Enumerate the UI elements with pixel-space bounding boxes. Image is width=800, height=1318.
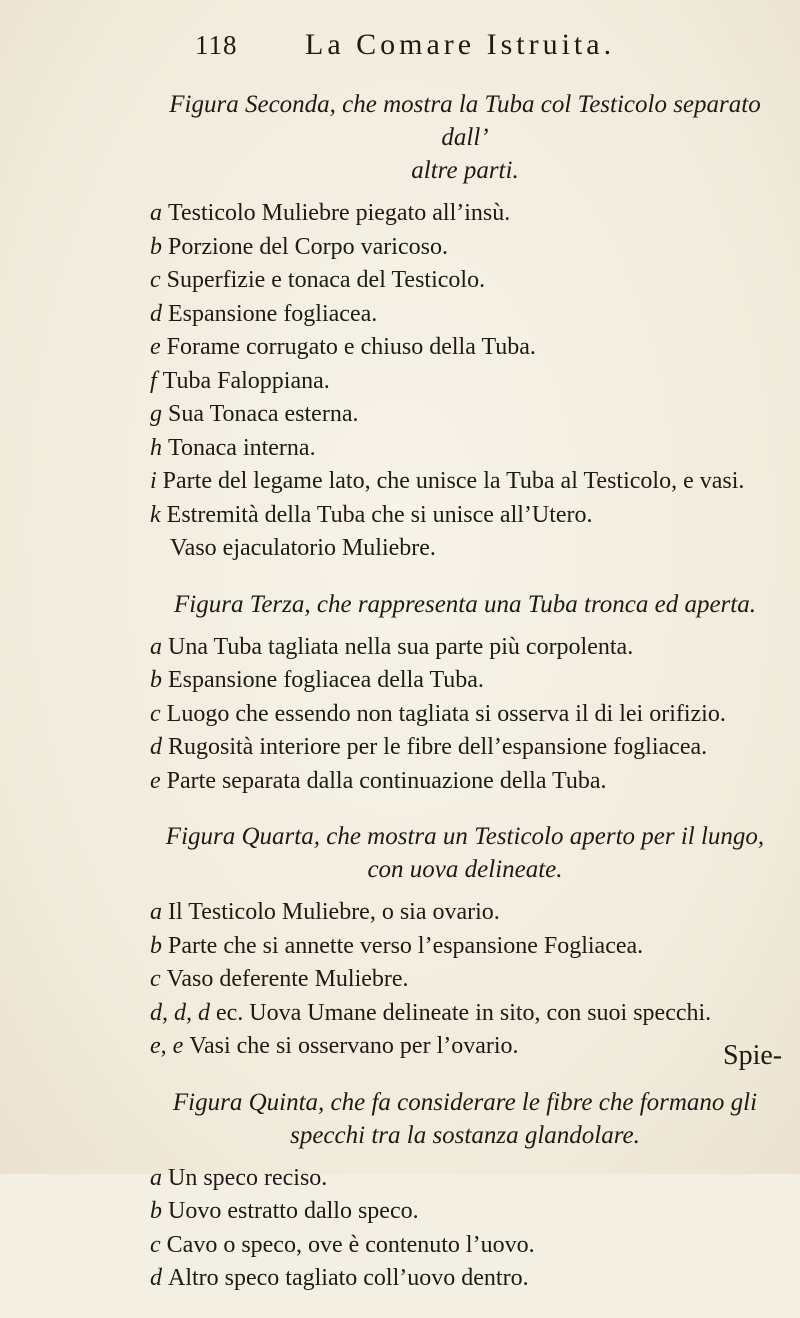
legend-text: Vaso ejaculatorio Muliebre. [170,535,436,561]
legend-letter: d [150,1265,162,1291]
legend-letter: c [150,700,161,727]
legend-item [150,398,780,432]
catchword: Spie- [723,1040,783,1071]
legend-text: Parte separata dalla continuazione della Tuba. [166,767,607,794]
legend-text: Espansione fogliacea. [168,300,378,327]
legend-letter: b [150,932,162,959]
legend-list [150,631,780,799]
legend-letter: c [150,267,161,293]
legend-text: Superfizie e tonaca del Testicolo. [166,267,486,293]
legend-item [150,896,780,930]
legend-text: Tuba Faloppiana. [162,367,330,394]
legend-letter: b [150,1198,162,1224]
legend-item [150,465,780,499]
legend-item [150,664,780,698]
legend-text: Parte che si annette verso l’espansione Fogliacea. [168,932,644,959]
section-title [150,88,780,187]
running-title: La Comare Istruita. [305,28,616,61]
section-title [150,1086,780,1152]
legend-letter: e [150,334,161,360]
legend-letter: b [150,667,162,693]
legend-letter: a [150,1164,162,1191]
legend-text: Un speco reciso. [168,1164,328,1191]
figure-legend-quinta [150,1086,780,1296]
legend-text: ec. Uova Umane delineate in sito, con suoi specchi. [216,999,712,1026]
legend-item [150,331,780,365]
legend-item [150,1229,780,1263]
legend-text: Espansione fogliacea della Tuba. [168,667,484,693]
legend-item [150,997,780,1031]
legend-item [150,264,780,298]
figure-legend-seconda [150,88,780,566]
legend-letter: a [150,633,162,660]
legend-letter: h [150,434,162,461]
legend-text: Uovo estratto dallo speco. [168,1198,419,1224]
legend-text: Estremità della Tuba che si unisce all’Utero. [166,501,593,528]
section-title-line: Figura Terza, che rappresenta una Tuba tronca ed aperta. [174,590,756,618]
legend-item [150,1195,780,1229]
legend-text: Cavo o speco, ove è contenuto l’uovo. [166,1231,535,1258]
legend-item [150,765,780,799]
legend-letter: d [150,734,162,760]
legend-text: Altro speco tagliato coll’uovo dentro. [168,1265,529,1291]
legend-text: Tonaca interna. [168,434,316,461]
section-title-line: Figura Quinta, che fa considerare le fibre che formano gli [172,1088,758,1116]
legend-text: Sua Tonaca esterna. [168,401,359,427]
legend-item [150,197,780,231]
legend-letter: g [150,401,162,427]
legend-item [150,231,780,265]
legend-item [150,731,780,765]
legend-item [150,365,780,399]
legend-text: Vaso deferente Muliebre. [166,966,409,992]
legend-letter: e [150,767,161,794]
legend-letter: k [150,501,161,528]
legend-letter: i [150,468,157,494]
legend-item [150,1162,780,1196]
section-title [150,820,780,886]
legend-list [150,197,780,566]
section-title-line: Figura Quarta, che mostra un Testicolo aperto per il lungo, [165,823,765,850]
legend-item [150,930,780,964]
page-body [150,88,783,1318]
legend-letter: a [150,200,162,226]
legend-letter: d [150,300,162,327]
legend-letter: e, e [150,1033,184,1059]
legend-item [150,432,780,466]
legend-letter: d, d, d [150,999,210,1026]
legend-item [150,631,780,665]
section-title-line: con uova delineate. [367,856,563,883]
section-title-line: specchi tra la sostanza glandolare. [290,1121,640,1149]
section-title-line: altre parti. [411,157,519,184]
legend-item [150,698,780,732]
legend-letter: c [150,966,161,992]
legend-text: Porzione del Corpo varicoso. [168,233,448,260]
figure-legend-terza [150,588,780,799]
legend-letter: a [150,899,162,925]
section-title-line: Figura Seconda, che mostra la Tuba col Testicolo separato dall’ [169,91,761,151]
legend-item [150,1262,780,1296]
legend-text: Il Testicolo Muliebre, o sia ovario. [168,899,500,925]
legend-text: Rugosità interiore per le fibre dell’espansione fogliacea. [168,734,708,760]
page-header [195,28,755,62]
legend-item [150,532,780,566]
figure-legend-quarta [150,820,780,1064]
legend-text: Luogo che essendo non tagliata si osserva il di lei orifizio. [166,700,726,727]
legend-item [150,963,780,997]
legend-item [150,499,780,533]
legend-text: Una Tuba tagliata nella sua parte più corpolenta. [168,633,634,660]
page-number: 118 [195,30,238,60]
legend-item [150,298,780,332]
legend-item [150,1030,780,1064]
legend-list [150,896,780,1064]
legend-letter: b [150,233,162,260]
section-title [150,588,780,621]
legend-text: Vasi che si osservano per l’ovario. [189,1033,519,1059]
legend-letter: c [150,1231,161,1258]
legend-list [150,1162,780,1296]
legend-text: Testicolo Muliebre piegato all’insù. [168,200,511,226]
legend-text: Parte del legame lato, che unisce la Tuba al Testicolo, e vasi. [162,468,745,494]
legend-letter: f [150,367,157,394]
legend-text: Forame corrugato e chiuso della Tuba. [166,334,536,360]
